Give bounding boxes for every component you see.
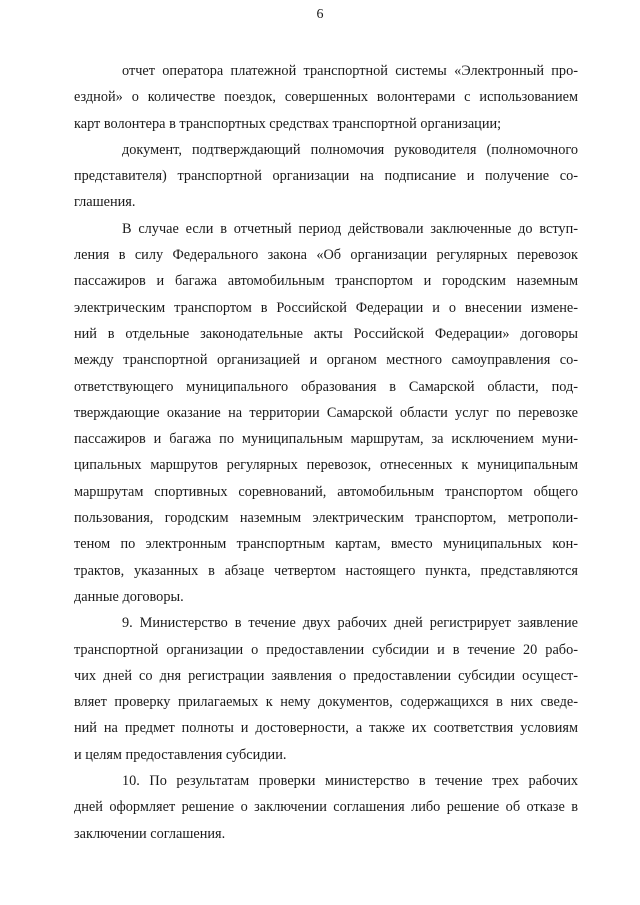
text-line: трактов, указанных в абзаце четвертом настоящего пункта, представляются (74, 562, 578, 579)
text-line: карт волонтера в транспортных средствах транспортной организации; (74, 115, 502, 132)
text-line: пассажиров и багажа по муниципальным маршрутам, за исключением муни- (74, 431, 578, 448)
document-body (74, 58, 578, 847)
text-line: транспортной организации о предоставлении субсидии и в течение 20 рабо- (74, 641, 578, 658)
text-line: данные договоры. (74, 588, 184, 605)
text-line: отчет оператора платежной транспортной системы «Электронный про- (122, 63, 578, 79)
text-line: В случае если в отчетный период действовали заключенные до вступ- (122, 220, 578, 237)
paragraph-item-9 (74, 610, 578, 768)
text-line: и целям предоставления субсидии. (74, 746, 287, 763)
text-line: ления в силу Федерального закона «Об организации регулярных перевозок (74, 247, 578, 264)
paragraph-authority-document (74, 137, 578, 216)
text-line: пассажиров и багажа автомобильным транспортом и городским наземным (74, 273, 578, 290)
text-line: глашения. (74, 194, 136, 211)
text-line: тверждающие оказание на территории Самарской области услуг по перевозке (74, 404, 578, 421)
page-number: 6 (316, 7, 324, 22)
text-line: вляет проверку прилагаемых к нему документов, содержащихся в них сведе- (74, 694, 578, 711)
text-line: 10. По результатам проверки министерство в течение трех рабочих (122, 773, 578, 790)
text-line: маршрутам спортивных соревнований, автомобильным транспортом общего (74, 483, 578, 500)
text-line: теном по электронным транспортным картам, вместо муниципальных кон- (74, 536, 578, 553)
text-line: 9. Министерство в течение двух рабочих дней регистрирует заявление (122, 615, 578, 632)
text-line: ципальных маршрутов регулярных перевозок, отнесенных к муниципальным (74, 457, 578, 474)
text-line: ответствующего муниципального образования в Самарской области, под- (74, 378, 578, 395)
text-line: ездной» о количестве поездок, совершенных волонтерами с использованием (74, 89, 578, 106)
text-line: ний в отдельные законодательные акты Российской Федерации» договоры (74, 325, 578, 342)
paragraph-contracts (74, 216, 578, 610)
paragraph-report-operator (74, 58, 578, 137)
text-line: представителя) транспортной организации на подписание и получение со- (74, 168, 578, 185)
text-line: заключении соглашения. (74, 825, 226, 842)
text-line: пользования, городским наземным электрическим транспортом, метрополи- (74, 510, 578, 527)
text-line: чих дней со дня регистрации заявления о предоставлении субсидии осущест- (74, 667, 578, 684)
text-line: электрическим транспортом в Российской Федерации и о внесении измене- (74, 299, 578, 316)
text-line: дней оформляет решение о заключении соглашения либо решение об отказе в (74, 799, 578, 816)
paragraph-item-10 (74, 768, 578, 847)
text-line: ний на предмет полноты и достоверности, а также их соответствия условиям (74, 720, 578, 737)
text-line: документ, подтверждающий полномочия руководителя (полномочного (122, 141, 578, 158)
text-line: между транспортной организацией и органом местного самоуправления со- (74, 352, 578, 369)
